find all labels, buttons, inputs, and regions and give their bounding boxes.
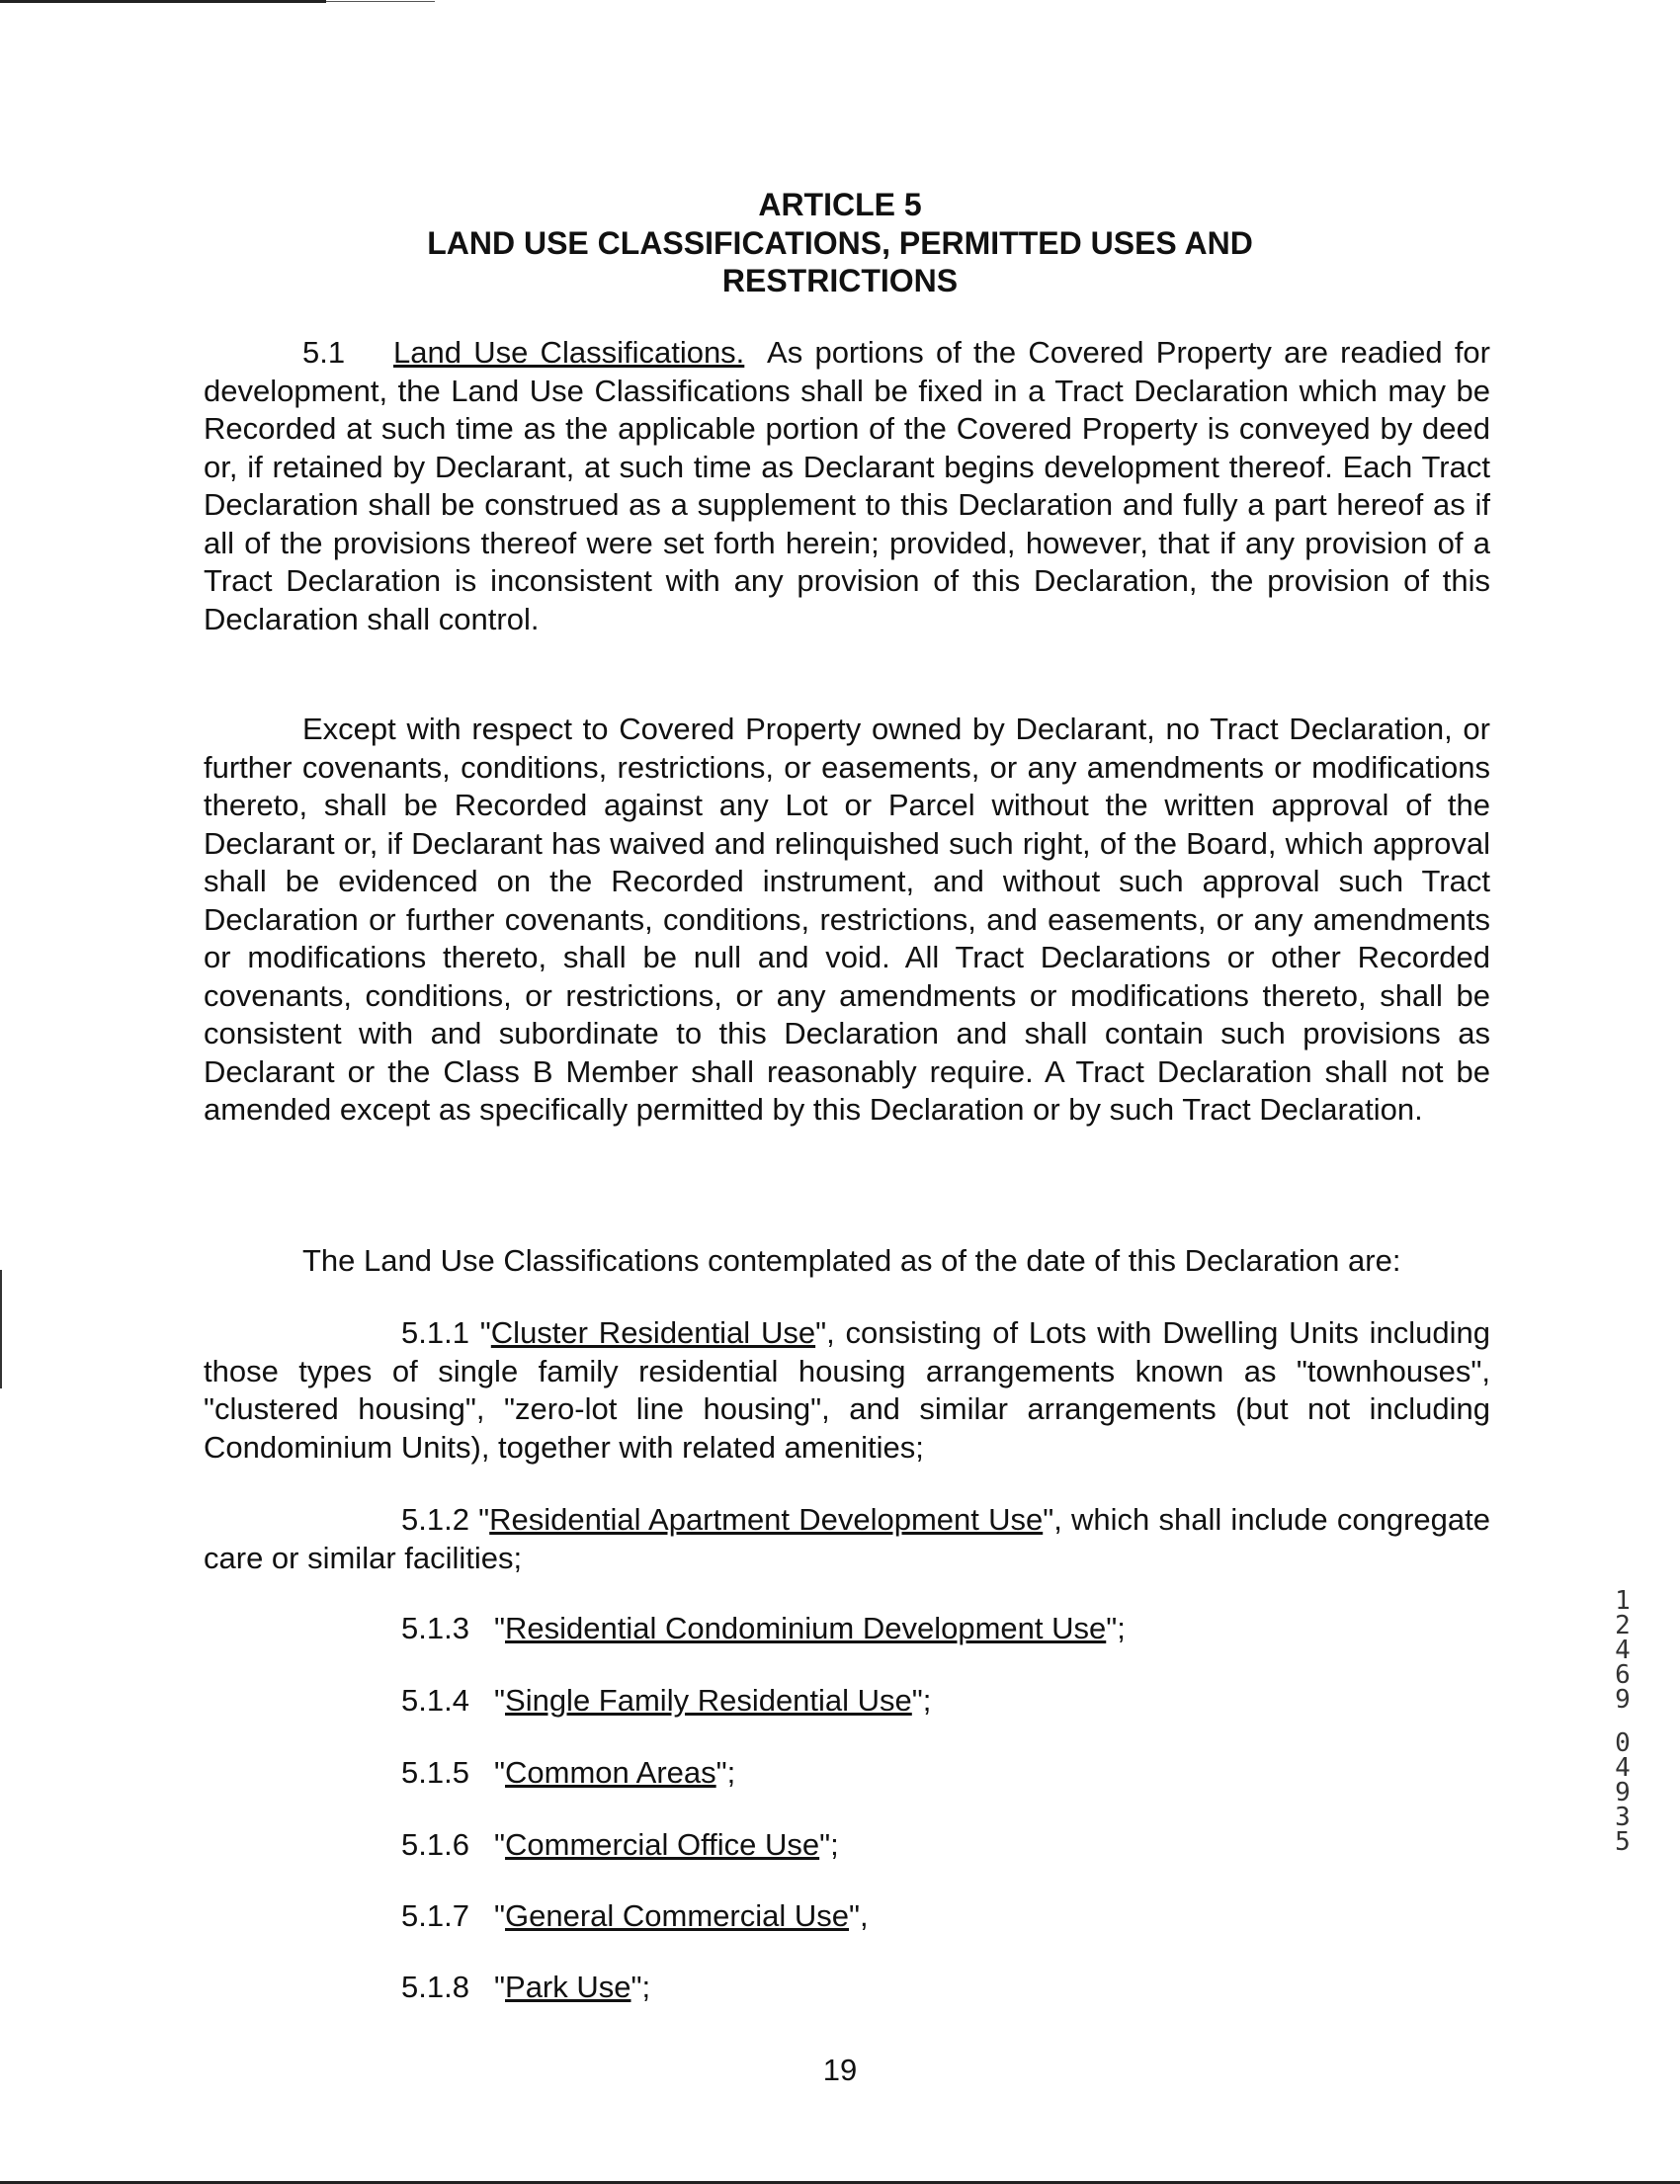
- list-item-term: Residential Condominium Development Use: [505, 1611, 1107, 1645]
- list-item-close: ";: [911, 1683, 932, 1718]
- list-item-term: Park Use: [505, 1970, 631, 2004]
- list-item-open-quote: ": [494, 1755, 506, 1790]
- list-item-open-quote: ": [494, 1611, 506, 1645]
- list-item-term: Common Areas: [505, 1755, 716, 1790]
- item-5-1-1-text: ", consisting of Lots with Dwelling Units including those types of single family residential housing arrangements known as "townhouses", "clustered housing", "zero-lot line housing", and similar arrangements (but not including Condominium Units), together with related amenities;: [204, 1315, 1490, 1465]
- section-5-1-heading: Land Use Classifications.: [393, 335, 745, 370]
- list-item-close: ";: [630, 1970, 651, 2004]
- list-item-number: 5.1.5: [401, 1755, 469, 1790]
- article-title-line2: RESTRICTIONS: [721, 263, 959, 298]
- list-item: [401, 1682, 931, 1720]
- list-item: [401, 1897, 869, 1935]
- list-item-close: ";: [715, 1755, 736, 1790]
- list-item-number: 5.1.8: [401, 1970, 469, 2004]
- list-item-open-quote: ": [494, 1898, 506, 1933]
- item-5-1-2-open-quote: ": [478, 1502, 490, 1537]
- item-5-1-2: [204, 1501, 1490, 1577]
- list-item-number: 5.1.3: [401, 1611, 469, 1645]
- classifications-intro-paragraph: The Land Use Classifications contemplated as of the date of this Declaration are:: [302, 1243, 1401, 1278]
- scan-edge-top-faint: [326, 1, 435, 2]
- article-number: ARTICLE 5: [758, 187, 922, 222]
- list-item-number: 5.1.6: [401, 1827, 469, 1862]
- item-5-1-2-text: ", which shall include congregate care or similar facilities;: [204, 1502, 1490, 1575]
- item-5-1-1-open-quote: ": [479, 1315, 491, 1350]
- item-5-1-1-number: 5.1.1: [401, 1315, 469, 1350]
- list-item-number: 5.1.7: [401, 1898, 469, 1933]
- list-item-number: 5.1.4: [401, 1683, 469, 1718]
- list-item-close: ";: [819, 1827, 839, 1862]
- list-item-open-quote: ": [494, 1970, 506, 2004]
- list-item-term: General Commercial Use: [505, 1898, 850, 1933]
- list-item: [401, 1610, 1126, 1647]
- item-5-1-2-number: 5.1.2: [401, 1502, 469, 1537]
- item-5-1-2-term: Residential Apartment Development Use: [489, 1502, 1044, 1537]
- list-item-term: Single Family Residential Use: [505, 1683, 912, 1718]
- list-item: [401, 1826, 839, 1864]
- recording-stamp-part1: 12469: [1615, 1586, 1631, 1715]
- item-5-1-1: [204, 1314, 1490, 1467]
- section-5-1-number: 5.1: [302, 335, 346, 370]
- section-5-1-text: As portions of the Covered Property are readied for development, the Land Use Classifications shall be fixed in a Tract Declaration which may be Recorded at such time as the applicable portion of the Covered Property is conveyed by deed or, if retained by Declarant, at such time as Declarant begins development thereof. Each Tract Declaration shall be construed as a supplement to this Declaration and fully a part hereof as if all of the provisions thereof were set forth herein; provided, however, that if any provision of a Tract Declaration is inconsistent with any provision of this Declaration, the provision of this Declaration shall control.: [204, 335, 1490, 636]
- article-title-line1: LAND USE CLASSIFICATIONS, PERMITTED USES AND: [427, 225, 1253, 261]
- page-number: 19: [822, 2053, 858, 2087]
- section-5-1-paragraph: [204, 334, 1490, 638]
- recording-stamp-part2: 04935: [1615, 1728, 1631, 1857]
- list-item-open-quote: ": [494, 1683, 506, 1718]
- list-item-close: ",: [849, 1898, 869, 1933]
- scan-edge-left: [0, 1270, 2, 1388]
- list-item-term: Commercial Office Use: [505, 1827, 820, 1862]
- list-item: [401, 1969, 650, 2006]
- scan-edge-top: [0, 0, 326, 3]
- list-item-open-quote: ": [494, 1827, 506, 1862]
- list-item-close: ";: [1106, 1611, 1126, 1645]
- tract-declaration-approval-paragraph: Except with respect to Covered Property owned by Declarant, no Tract Declaration, or further covenants, conditions, restrictions, or easements, or any amendments or modifications thereto, shall be Recorded against any Lot or Parcel without the written approval of the Declarant or, if Declarant has waived and relinquished such right, of the Board, which approval shall be evidenced on the Recorded instrument, and without such approval such Tract Declaration or further covenants, conditions, restrictions, and easements, or any amendments or modifications thereto, shall be null and void. All Tract Declarations or other Recorded covenants, conditions, or restrictions, or any amendments or modifications thereto, shall be consistent with and subordinate to this Declaration and shall contain such provisions as Declarant or the Class B Member shall reasonably require. A Tract Declaration shall not be amended except as specifically permitted by this Declaration or by such Tract Declaration.: [204, 712, 1490, 1127]
- list-item: [401, 1754, 735, 1792]
- item-5-1-1-term: Cluster Residential Use: [490, 1315, 816, 1350]
